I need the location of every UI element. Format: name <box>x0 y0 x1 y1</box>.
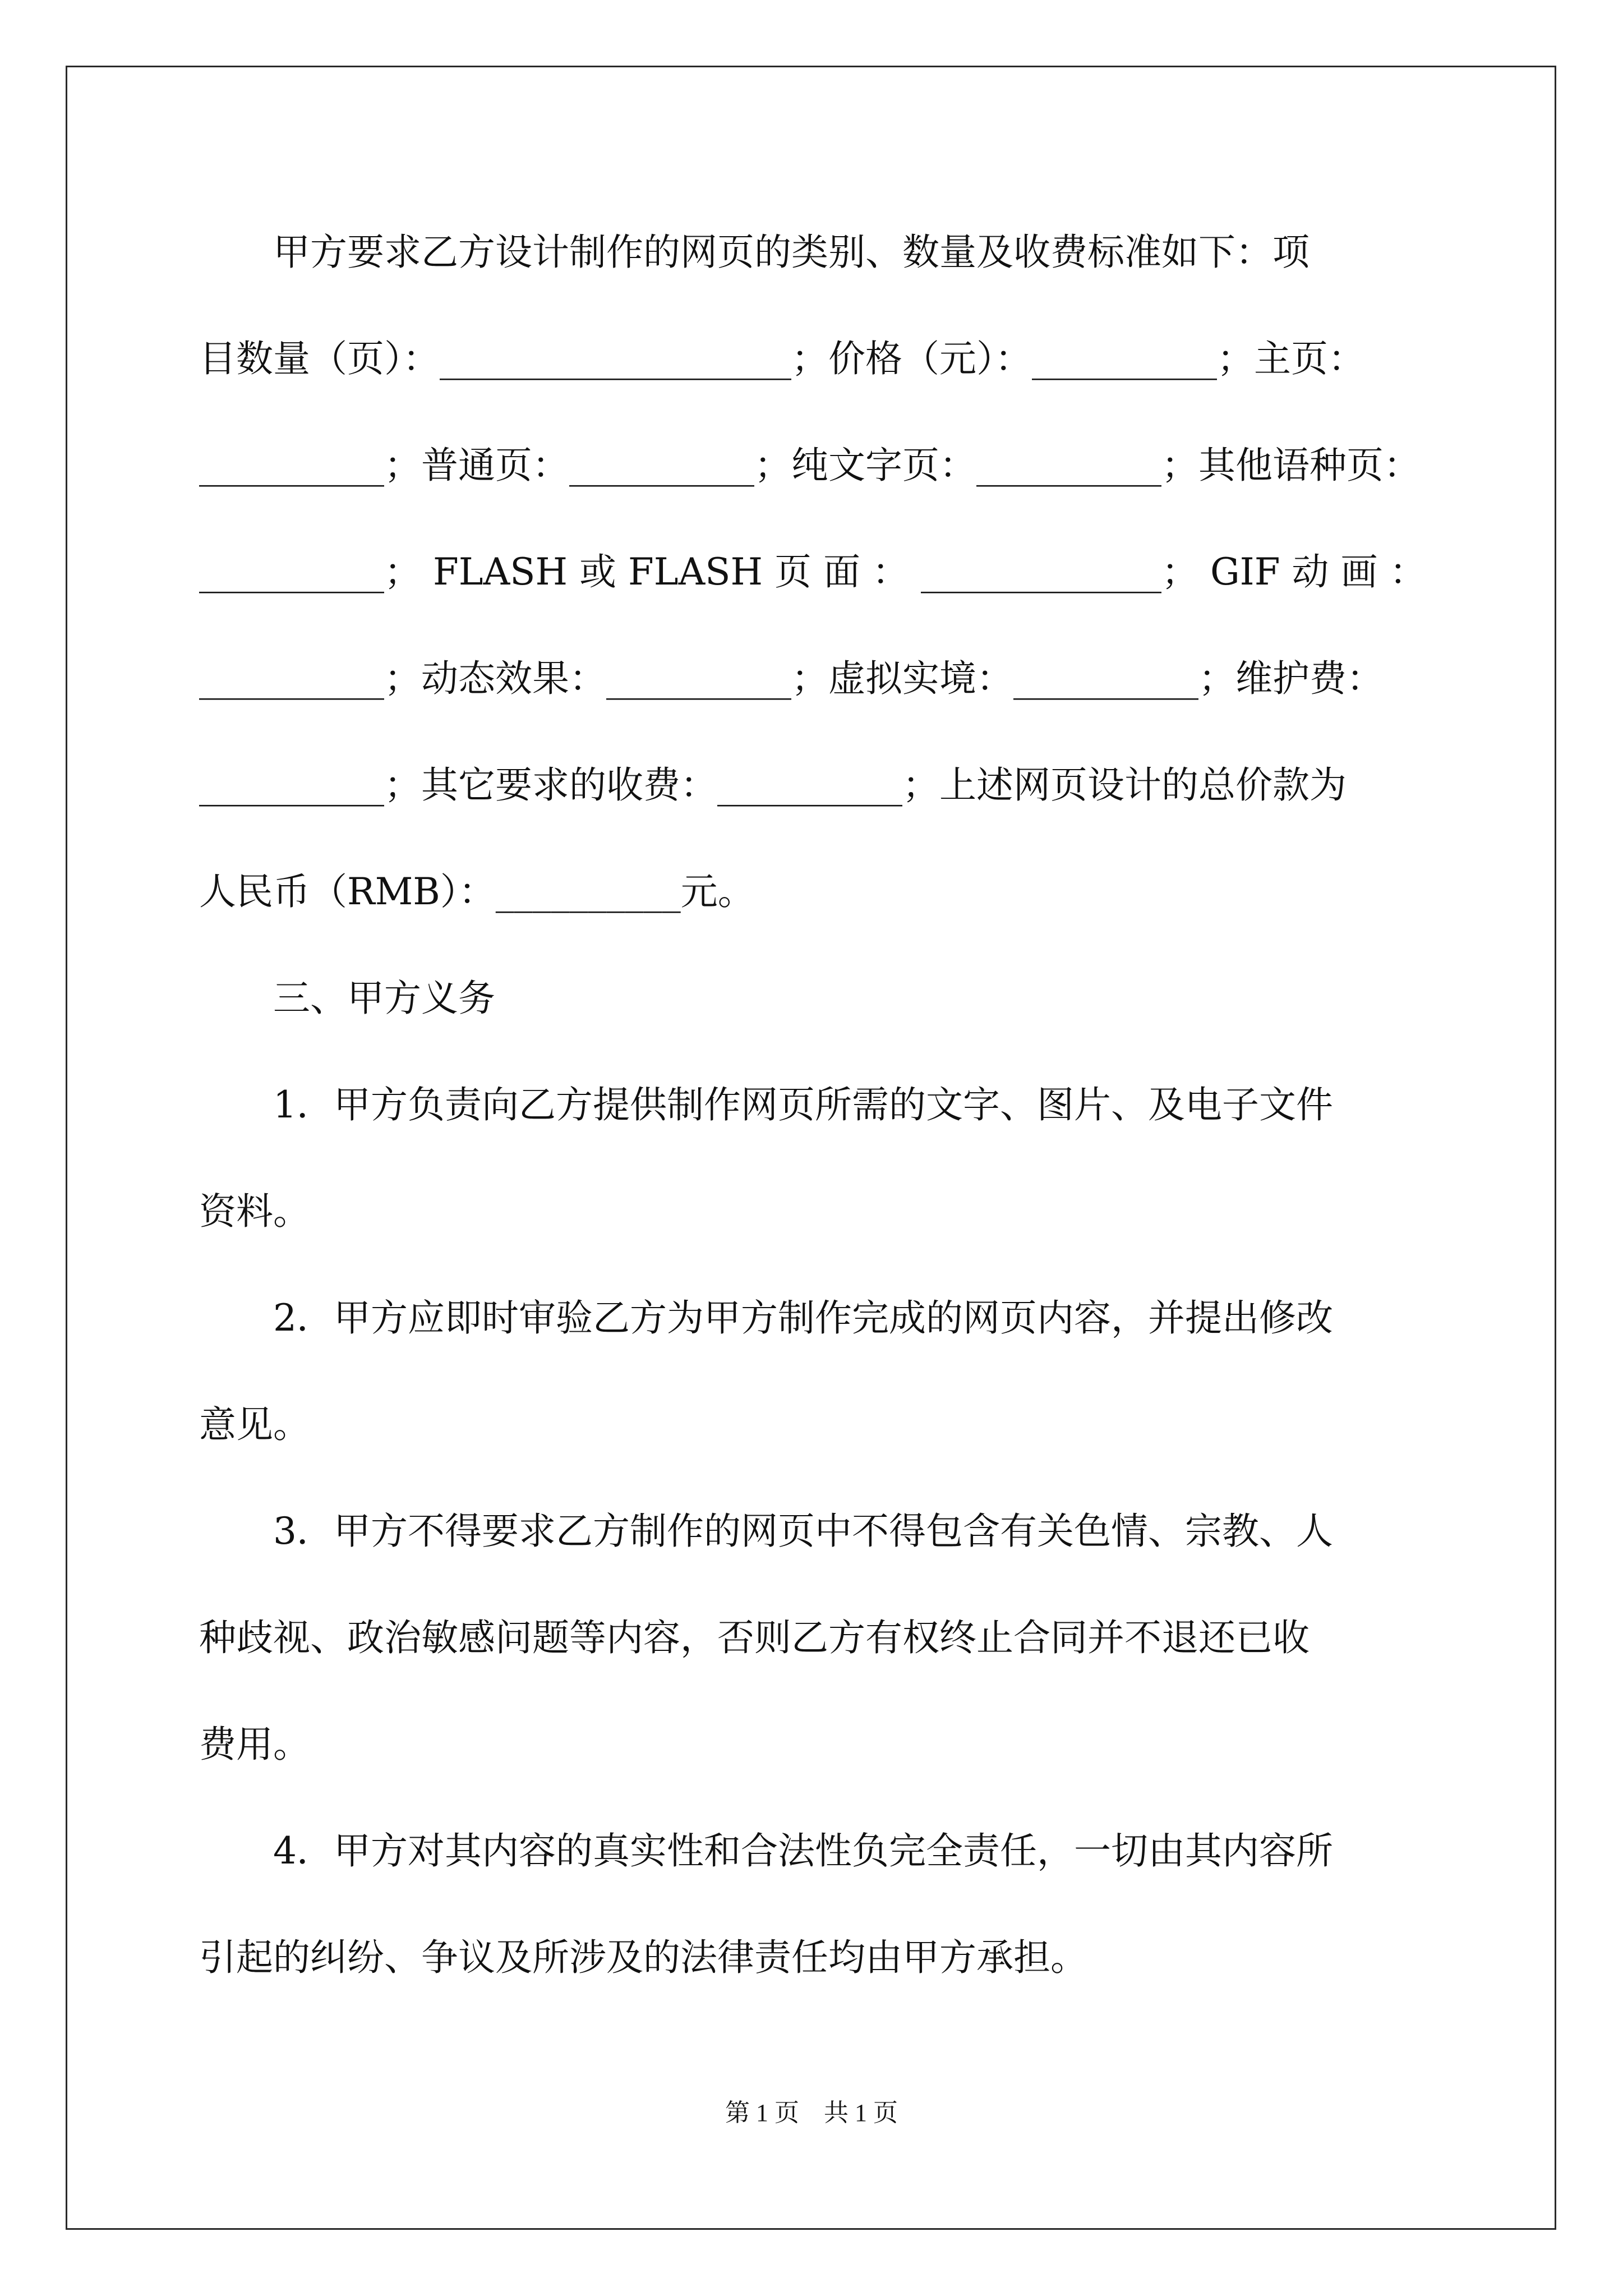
text-line: 甲方要求乙方设计制作的网页的类别、数量及收费标准如下：项 <box>199 231 1310 274</box>
page-border <box>66 66 1556 2230</box>
text-line: __________；动态效果：__________；虚拟实境：__________；维护费： <box>199 657 1384 700</box>
text-line: 种歧视、政治敏感问题等内容，否则乙方有权终止合同并不退还已收 <box>199 1616 1310 1659</box>
page-footer: 第 1 页 共 1 页 <box>725 2099 898 2127</box>
text-line: 2．甲方应即时审验乙方为甲方制作完成的网页内容，并提出修改 <box>199 1296 1333 1340</box>
text-line: __________；普通页：__________；纯文字页：__________；其他语种页： <box>199 444 1421 487</box>
text-line: 人民币（RMB）：__________元。 <box>199 870 755 913</box>
text-line: 意见。 <box>199 1403 310 1446</box>
text-line: 4．甲方对其内容的真实性和合法性负完全责任，一切由其内容所 <box>199 1829 1333 1872</box>
text-line: __________； FLASH 或 FLASH 页 面 ： _____________； GIF 动 画 ： <box>199 550 1427 593</box>
text-line: 引起的纠纷、争议及所涉及的法律责任均由甲方承担。 <box>199 1936 1087 1979</box>
text-line: 3．甲方不得要求乙方制作的网页中不得包含有关色情、宗教、人 <box>199 1510 1333 1553</box>
text-line: __________；其它要求的收费：__________；上述网页设计的总价款为 <box>199 763 1347 807</box>
text-line: 1．甲方负责向乙方提供制作网页所需的文字、图片、及电子文件 <box>199 1083 1333 1126</box>
text-line: 资料。 <box>199 1190 310 1233</box>
text-line: 目数量（页）：___________________；价格（元）：__________；主页： <box>199 337 1365 380</box>
section-heading: 三、甲方义务 <box>199 977 495 1020</box>
text-line: 费用。 <box>199 1723 310 1766</box>
